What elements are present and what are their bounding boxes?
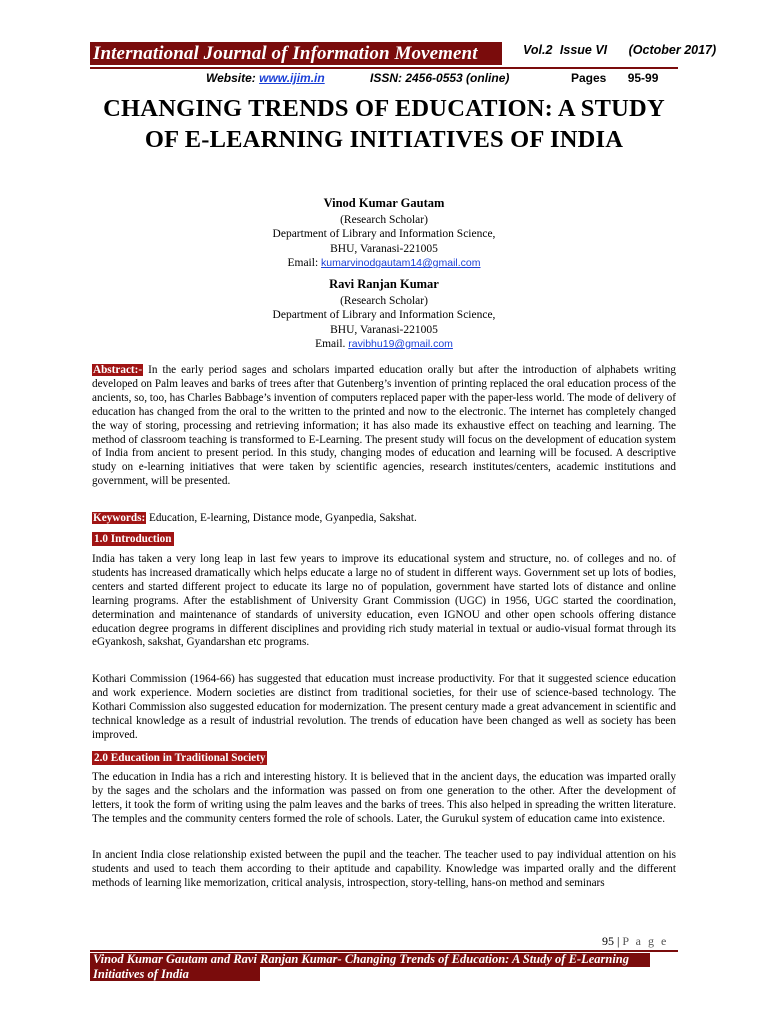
author-dept: Department of Library and Information Science,	[272, 228, 496, 240]
abstract	[92, 364, 676, 489]
abstract-label: Abstract:-	[93, 364, 143, 376]
author-email-link[interactable]: ravibhu19@gmail.com	[348, 338, 453, 350]
page-number: 95	[602, 934, 614, 948]
volume: Vol.2	[523, 43, 553, 57]
section-heading-introduction: 1.0 Introduction	[94, 533, 172, 545]
author-role: (Research Scholar)	[340, 213, 428, 226]
issn: ISSN: 2456-0553 (online)	[370, 71, 510, 85]
section-paragraph: The education in India has a rich and interesting history. It is believed that in the ancient days, the education was imparted orally by the sages and the scholars and the information was passed on from one generation to the other. After the development of letters, it took the form of writing using the palm leaves and the barks of trees. This also helped in spreading the written literature. The temples and the community centers formed the role of schools. Later, the Gurukul system of education came into existence.	[92, 771, 676, 825]
author-role: (Research Scholar)	[340, 294, 428, 307]
email-label: Email.	[315, 338, 346, 350]
author-email-line	[90, 337, 678, 352]
author-name: Ravi Ranjan Kumar	[329, 277, 439, 291]
page-indicator	[602, 934, 668, 949]
author-email-link[interactable]: kumarvinodgautam14@gmail.com	[321, 257, 481, 269]
website-label: Website:	[206, 71, 256, 85]
issue: Issue VI	[559, 43, 608, 57]
email-label: Email:	[287, 257, 319, 269]
footer-citation: Vinod Kumar Gautam and Ravi Ranjan Kumar- Changing Trends of Education: A Study of E-Learning Initiatives of India	[93, 952, 630, 981]
journal-name: International Journal of Information Movement	[93, 43, 478, 64]
page-word: P a g e	[622, 934, 669, 948]
header-divider	[90, 67, 678, 69]
page-separator: |	[617, 934, 620, 948]
author-block-2	[90, 277, 678, 352]
keywords-text: Education, E-learning, Distance mode, Gyanpedia, Sakshat.	[146, 512, 417, 524]
issue-date: (October 2017)	[628, 43, 717, 57]
section-paragraph: India has taken a very long leap in last few years to improve its educational system and structure, no. of colleges and no. of students has increased dramatically which helps educate a large no of student in different ways. Government set up lots of bodies, centers and started different project to educate its large no of population, government have started lots of distance and online learning programs. After the establishment of University Grant Commission (UGC) in 1956, UGC started the coordination, determination and maintenance of standards of university education, even IGNOU and other open schools offering distance education degree programs in different disciplines and providing rich study material in textual or audio-visual format through its eGyankosh, sakshat, Gyandarshan etc programs.	[92, 553, 676, 649]
pages-label: Pages	[571, 71, 607, 85]
author-email-line	[90, 256, 678, 271]
section-heading-traditional-society: 2.0 Education in Traditional Society	[94, 752, 266, 764]
keywords-label: Keywords:	[93, 512, 146, 524]
author-name: Vinod Kumar Gautam	[323, 196, 445, 210]
website-info	[206, 71, 325, 85]
author-place: BHU, Varanasi-221005	[330, 323, 438, 336]
page-range	[571, 71, 658, 85]
author-place: BHU, Varanasi-221005	[330, 242, 438, 255]
pages-value: 95-99	[627, 71, 659, 85]
abstract-text: In the early period sages and scholars imparted education orally but after the introduction of alphabets writing developed on Palm leaves and barks of trees after that Gutenberg’s invention of printing replaced the oral education process of the ancients, so, too, has Charles Babbage’s invention of computers replaced paper with the paper-less world. The mode of delivery of education has changed from the oral to the written to the printed and now to the electronic. The internet has completely changed the way of storing, processing and retrieving information; it has also made its exhaustive effect on teaching and learning. The method of classroom teaching is transformed to E-Learning. The present study will focus on the development of education system of India from ancient to present period. In this study, changing modes of education and learning will be focused. A descriptive study on e-learning initiatives that were taken by scientific agencies, research institutes/centers, academic institutions and government, will be presented.	[92, 364, 676, 488]
website-link[interactable]: www.ijim.in	[259, 71, 325, 85]
author-block-1	[90, 196, 678, 271]
author-dept: Department of Library and Information Science,	[272, 309, 496, 321]
section-paragraph: Kothari Commission (1964-66) has suggested that education must increase productivity. For that it suggested science education and work experience. Modern societies are distinct from traditional societies, for their use of science-based technology. The Kothari Commission also suggested education for modernization. The present century made a great advancement in scientific and technical knowledge as a result of industrial revolution. The trends of education have been changed as well as society has been improved.	[92, 673, 676, 741]
section-paragraph: In ancient India close relationship existed between the pupil and the teacher. The teacher used to pay individual attention on his students and used to teach them according to their aptitude and capability. Knowledge was imparted orally and the different methods of learning like memorization, critical analysis, introspection, story-telling, hans-on method and seminars	[92, 849, 676, 889]
paper-title: CHANGING TRENDS OF EDUCATION: A STUDY OF E-LEARNING INITIATIVES OF INDIA	[103, 95, 665, 153]
keywords	[92, 512, 676, 526]
volume-info	[523, 43, 716, 57]
